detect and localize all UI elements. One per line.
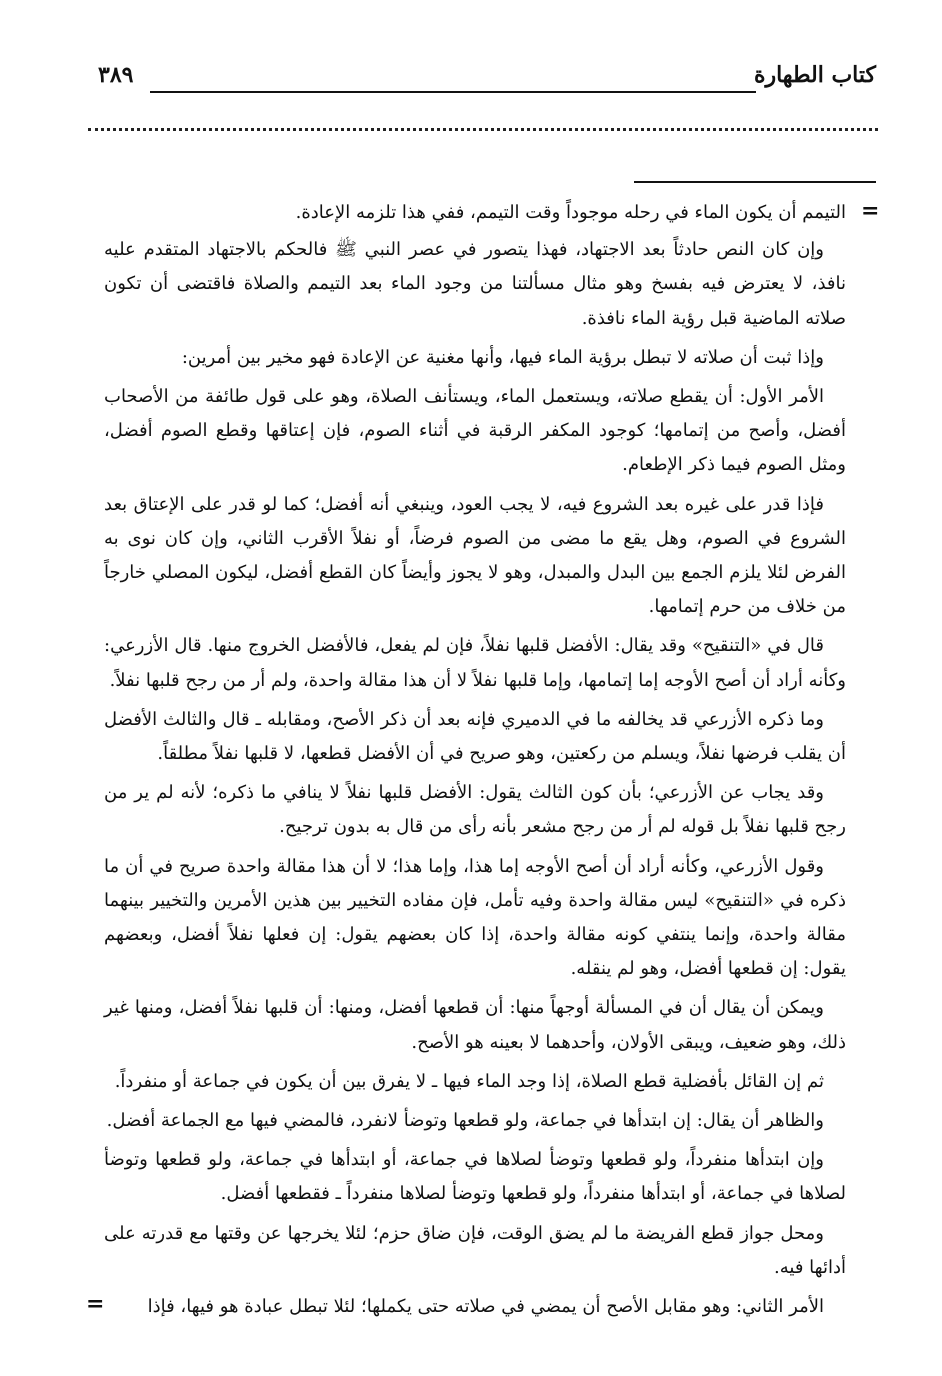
paragraph: الأمر الثاني: وهو مقابل الأصح أن يمضي في صلاته حتى يكملها؛ لئلا تبطل عبادة هو فيها، فإذا [147, 1296, 824, 1318]
page-number: ٣٨٩ [98, 62, 134, 88]
paragraph: ويمكن أن يقال أن في المسألة أوجهاً منها: أن قطعها أفضل، ومنها: أن قلبها نفلاً أفضل، ومنها غير ذلك، وهو ضعيف، ويبقى الأولان، وأحدهما لا بعينه هو الأصح. [104, 997, 846, 1053]
paragraph: وما ذكره الأزرعي قد يخالفه ما في الدميري فإنه بعد أن ذكر الأصح، ومقابله ـ قال والثالث الأفضل أن يقلب فرضها نفلاً، ويسلم من ركعتين، وهو صريح في أن الأفضل قطعها، لا قلبها نفلاً مطلقاً. [104, 708, 846, 765]
footnote-text [104, 196, 846, 1329]
paragraph: وإذا ثبت أن صلاته لا تبطل برؤية الماء فيها، وأنها مغنية عن الإعادة فهو مخير بين أمرين: [181, 346, 824, 368]
paragraph: وقول الأزرعي، وكأنه أراد أن أصح الأوجه إما هذا، وإما هذا؛ لا أن هذا مقالة واحدة صريح في أن ما ذكره في «التنقيح» ليس مقالة واحدة وفيه تأمل، فإن مفاده التخيير بين هذين الأمرين والتخيير بينهما مقالة واحدة، وإنما ينتفي كونه مقالة واحدة، إذا كان بعضهم يقول: إن فعلها نفلاً أفضل، وبعضهم يقول: إن قطعها أفضل، وهو لم ينقله. [104, 855, 846, 980]
paragraph: وإن كان النص حادثاً بعد الاجتهاد، فهذا يتصور في عصر النبي ﷺ فالحكم بالاجتهاد المتقدم عليه نافذ، لا يعترض فيه بفسخ وهو مثال مسألتنا من وجود الماء بعد التيمم والصلاة فاقتضى أن تكون صلاته الماضية قبل رؤية الماء نافذة. [104, 239, 846, 329]
continuation-mark-top: = [861, 198, 880, 224]
paragraph: التيمم أن يكون الماء في رحله موجوداً وقت التيمم، ففي هذا تلزمه الإعادة. [295, 202, 846, 223]
footnote-rule [634, 181, 876, 183]
paragraph: الأمر الأول: أن يقطع صلاته، ويستعمل الماء، ويستأنف الصلاة، وهو على قول طائفة من الأصحاب أفضل، وأصح من إتمامها؛ كوجود المكفر الرقبة في أثناء الصوم، فإن إعتاقها وقطع الصوم أفضل، ومثل الصوم فيما ذكر الإطعام. [104, 386, 846, 476]
book-title: كتاب الطهارة [753, 62, 876, 88]
paragraph: قال في «التنقيح» وقد يقال: الأفضل قلبها نفلاً، فإن لم يفعل، فالأفضل الخروج منها. قال الأزرعي: وكأنه أراد أن أصح الأوجه إما إتمامها، وإما قلبها نفلاً لا أن هذا مقالة واحدة، ولم أر من رجح قلبها نفلاً. [104, 635, 846, 691]
dotted-separator [88, 128, 878, 131]
paragraph: وقد يجاب عن الأزرعي؛ بأن كون الثالث يقول: الأفضل قلبها نفلاً لا ينافي ما ذكره؛ لأنه لم ير من رجح قلبها نفلاً بل قوله لم أر من رجح مشعر بأنه رأى من قال به بدون ترجيح. [104, 782, 846, 838]
paragraph: وإن ابتدأها منفرداً، ولو قطعها وتوضأ لصلاها في جماعة، أو ابتدأها في جماعة، ولو قطعها وتوضأ لصلاها في جماعة، أو ابتدأها منفرداً، ولو قطعها وتوضأ لصلاها منفرداً ـ فقطعها أفضل. [104, 1149, 846, 1205]
paragraph: ثم إن القائل بأفضلية قطع الصلاة، إذا وجد الماء فيها ـ لا يفرق بين أن يكون في جماعة أو منفرداً. [114, 1070, 824, 1092]
header-rule [150, 91, 756, 93]
continuation-mark-bottom: = [86, 1291, 105, 1317]
paragraph: فإذا قدر على غيره بعد الشروع فيه، لا يجب العود، وينبغي أنه أفضل؛ كما لو قدر على الإعتاق بعد الشروع في الصوم، وهل يقع ما مضى من الصوم فرضاً، أو نفلاً الأقرب الثاني، وإن كان نوى به الفرض لئلا يلزم الجمع بين البدل والمبدل، وهو لا يجوز وأيضاً كان القطع أفضل، ليكون المصلي خارجاً من خلاف من حرم إتمامها. [104, 493, 846, 618]
paragraph: ومحل جواز قطع الفريضة ما لم يضق الوقت، فإن ضاق حزم؛ لئلا يخرجها عن وقتها مع قدرته على أدائها فيه. [104, 1222, 846, 1278]
running-header [98, 62, 876, 100]
paragraph: والظاهر أن يقال: إن ابتدأها في جماعة، ولو قطعها وتوضأ لانفرد، فالمضي فيها مع الجماعة أفضل. [106, 1110, 824, 1132]
